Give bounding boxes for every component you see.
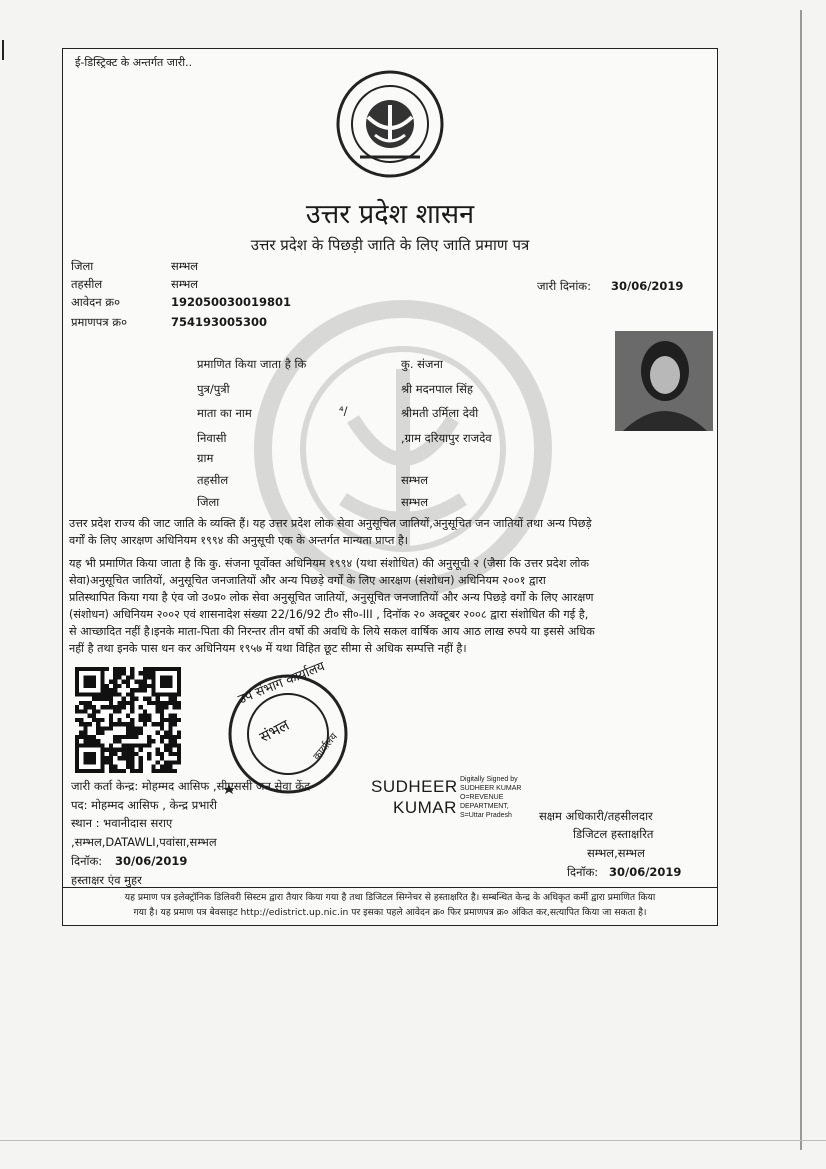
paragraph-line: नहीं है तथा इनके पास धन कर अधिनियम १९५७ में यथा विहित छूट सीमा से अधिक सम्पत्ति नहीं है। [69, 642, 467, 655]
officer-title: सक्षम अधिकारी/तहसीलदार [539, 809, 653, 823]
stamp-side-text: कार्यालय [311, 731, 341, 763]
footer-line: यह प्रमाण पत्र इलेक्ट्रॉनिक डिलिवरी सिस्टम द्वारा तैयार किया गया है तथा डिजिटल सिग्नेचर से हस्ताक्षरित है। सम्बन्धित केन्द्र के अधिकृत कर्मी द्वारा प्रमाणित किया [124, 892, 656, 903]
issuer-post: पद: मोहम्मद आसिफ , केन्द्र प्रभारी [71, 798, 217, 812]
mother-value: श्रीमती उर्मिला देवी [401, 406, 479, 420]
parent-label: पुत्र/पुत्री [197, 382, 230, 396]
village-label: ग्राम [197, 451, 214, 465]
scan-mark [800, 10, 802, 1150]
issuer-place: स्थान : भवानीदास सराए [71, 816, 173, 830]
stamp-top-text: उप संभाग कार्यालय [236, 659, 328, 708]
digital-signer-name-line1: SUDHEER [371, 777, 458, 796]
officer-date-value: 30/06/2019 [609, 865, 682, 879]
certificate-frame [62, 48, 718, 926]
issuer-date-label: दिनॉक: [71, 854, 103, 868]
footer-line: गया है। यह प्रमाण पत्र बेवसाइट http://edistrict.up.nic.in पर इसका पहले आवेदन क्र० फिर प्रमाणपत्र क्र० अंकित कर,सत्यापित किया जा सकता है। [133, 907, 647, 918]
certificate-subtitle: उत्तर प्रदेश के पिछड़ी जाति के लिए जाति प्रमाण पत्र [250, 236, 530, 254]
person-tehsil-value: सम्भल [401, 473, 429, 487]
scan-mark [0, 1140, 826, 1141]
qr-code [75, 667, 181, 773]
applicant-name: कु. संजना [401, 357, 443, 371]
resident-label: निवासी [197, 431, 227, 445]
paragraph-line: प्रतिस्थापित किया गया है एंव जो उ०प्र० लोक सेवा अनुसूचित जातियों, अनुसूचित जनजातियों और अन्य पिछड़े वर्गों के लिए आरक्षण [69, 591, 594, 604]
issue-date-value: 30/06/2019 [611, 279, 684, 293]
officer-date-label: दिनॉक: [567, 865, 599, 879]
officer-sign: डिजिटल हस्ताक्षरित [573, 827, 654, 841]
paragraph-line: उत्तर प्रदेश राज्य की जाट जाति के व्यक्ति हैं। यह उत्तर प्रदेश लोक सेवा अनुसूचित जातियों,अनुसूचित जन जातियों तथा अन्य पिछड़े [69, 517, 592, 530]
certificate-number: 754193005300 [171, 315, 268, 329]
caste-paragraph [69, 515, 709, 549]
mother-label: माता का नाम [197, 406, 252, 420]
digital-signature-detail: Digitally Signed by SUDHEER KUMAR O=REVENUE DEPARTMENT, S=Uttar Pradesh [460, 776, 522, 819]
application-label: आवेदन क्र० [71, 295, 121, 309]
signature-seal-label: हस्ताक्षर एंव मुहर [71, 873, 142, 887]
parent-value: श्री मदनपाल सिंह [401, 382, 473, 396]
certified-label: प्रमाणित किया जाता है कि [197, 357, 307, 371]
footer-text [71, 890, 709, 920]
digital-signer-name-line2: KUMAR [393, 798, 457, 817]
page-title: उत्तर प्रदेश शासन [305, 199, 475, 230]
up-government-emblem-icon [335, 69, 445, 179]
exclusion-paragraph [69, 555, 709, 657]
issuer-address: ,सम्भल,DATAWLI,पवांसा,सम्भल [71, 835, 217, 849]
officer-place: सम्भल,सम्भल [587, 846, 645, 860]
tehsil-value: सम्भल [171, 277, 199, 291]
person-tehsil-label: तहसील [197, 473, 229, 487]
district-label: जिला [71, 259, 94, 273]
edistrict-note: ई-डिस्ट्रिक्ट के अन्तर्गत जारी.. [75, 56, 193, 69]
paragraph-line: से आच्छादित नहीं है।इनके माता-पिता की निरन्तर तीन वर्षो की अवधि के लिये सकल वार्षिक आय आठ लाख रुपये या इससे अधिक [69, 625, 595, 638]
issuer-date-value: 30/06/2019 [115, 854, 188, 868]
person-district-label: जिला [197, 495, 220, 509]
applicant-photo [615, 331, 713, 431]
paragraph-line: यह भी प्रमाणित किया जाता है कि कु. संजना पूर्वोक्त अधिनियम १९९४ (यथा संशोधित) की अनुसूची २ (जैसा कि उत्तर प्रदेश लोक [69, 557, 589, 570]
issue-date-label: जारी दिनांक: [537, 279, 592, 293]
application-number: 19205003001980​1 [171, 295, 292, 309]
resident-value: ,ग्राम दरियापुर राजदेव [401, 431, 492, 445]
paragraph-line: (संशोधन) अधिनियम २००२ एवं शासनादेश संख्या 22/16/92 टी० सी०-III , दिनॉक २० अक्टूबर २००८ द्वारा संशोधित की गई है, [69, 608, 589, 621]
stamp-center-text: संभल [256, 715, 293, 747]
tehsil-label: तहसील [71, 277, 103, 291]
person-district-value: सम्भल [401, 495, 429, 509]
certificate-footer [63, 887, 717, 926]
scan-mark [2, 40, 4, 60]
paragraph-line: सेवा)अनुसूचित जातियों, अनुसूचित जनजातियों और अन्य पिछड़े वर्गों के लिए आरक्षण (संशोधन) अधिनियम २००१ द्वारा [69, 574, 546, 587]
certificate-label: प्रमाणपत्र क्र० [71, 315, 128, 329]
mother-mark: ⁴/ [339, 404, 348, 418]
district-value: सम्भल [171, 259, 199, 273]
issuer-center: जारी कर्ता केन्द्र: मोहम्मद आसिफ ,सीएससी जन सेवा केंद्र [71, 779, 311, 793]
watermark-emblem-icon [253, 299, 553, 599]
paragraph-line: वर्गों के लिए आरक्षण अधिनियम १९९४ की अनुसूची एक के अन्तर्गत मान्यता प्राप्त है। [69, 534, 409, 547]
